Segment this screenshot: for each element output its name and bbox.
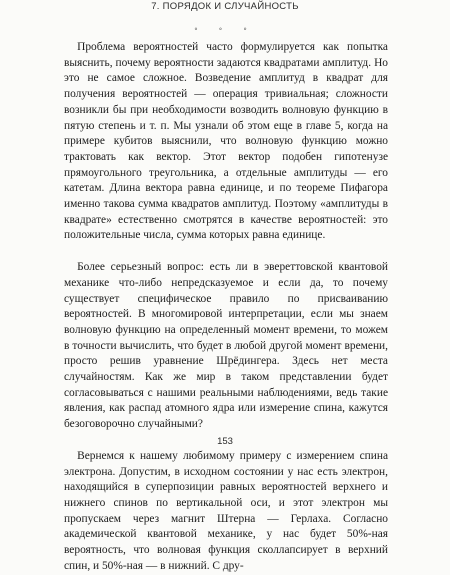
paragraph-2: Более серьезный вопрос: есть ли в эвереттовской квантовой механике что-либо непредсказуемое и если да, то почему существует специфическое правило по присваиванию вероятностей. В многомировой интерпретации, если мы знаем волновую функцию на определенный момент времени, то можем в точности вычислить, что будет в любой другой момент времени, просто решив уравнение Шрёдингера. Здесь нет места случайностям. Как же мир в таком представлении будет согласовываться с нашими реальными наблюдениями, ведь такие явления, как распад атомного ядра или измерение спина, кажутся безоговорочно случайными? bbox=[64, 261, 388, 431]
paragraph-3: Вернемся к нашему любимому примеру с измерением спина электрона. Допустим, в исходном состоянии у нас есть электрон, находящийся в суперпозиции равных вероятностей верхнего и нижнего спинов по вертикальной оси, и этот электрон мы пропускаем через магнит Штерна — Герлаха. Согласно академической квантовой механике, у нас будет 50%-ная вероятность, что волновая функция сколлапсирует в верхний спин, и 50%-ная — в нижний. С дру- bbox=[64, 449, 388, 572]
page-number: 153 bbox=[217, 436, 233, 447]
section-ornament-icon: ∘ ∘ ∘ bbox=[193, 25, 257, 33]
running-head-title: 7. ПОРЯДОК И СЛУЧАЙНОСТЬ bbox=[151, 1, 299, 12]
paragraph-1: Проблема вероятностей часто формулируется как попытка выяснить, почему вероятности задаются квадратами амплитуд. Но это не самое сложное. Возведение амплитуд в квадрат для получения вероятностей — операция тривиальная; сложности возникли бы при необходимости возводить волновую функцию в пятую степень и т. п. Мы узнали об этом еще в главе 5, когда на примере кубитов выяснили, что волновую функцию можно трактовать как вектор. Этот вектор подобен гипотенузе прямоугольного треугольника, а отдельные амплитуды — его катетам. Длина вектора равна единице, и по теореме Пифагора именно такова сумма квадратов амплитуд. Поэтому «амплитуды в квадрате» естественно смотрятся в качестве вероятностей: это положительные числа, сумма которых равна единице. bbox=[64, 41, 388, 242]
body-text bbox=[64, 40, 388, 575]
